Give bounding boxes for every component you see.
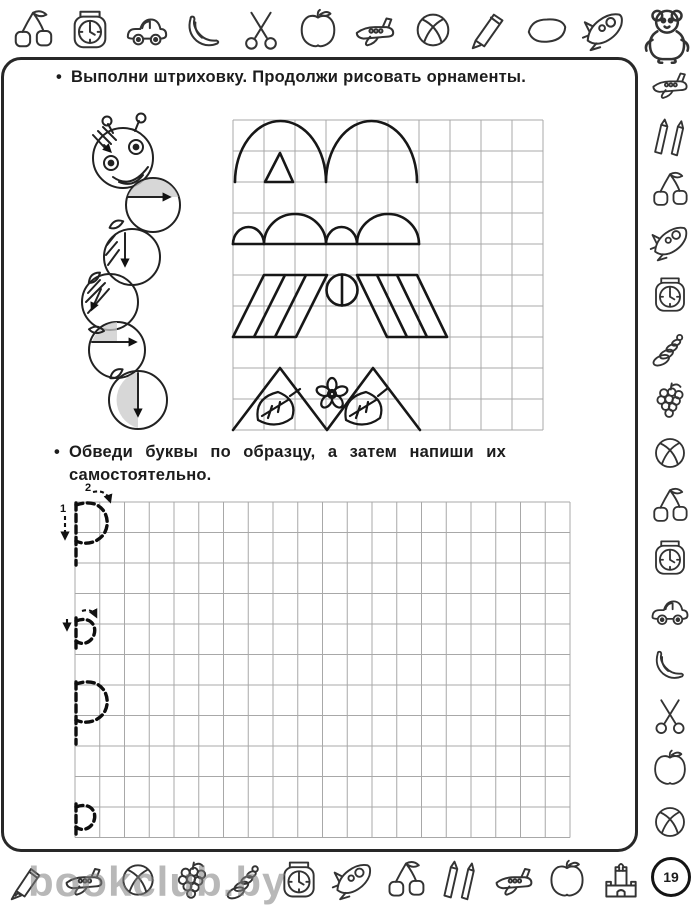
ball-icon [410,7,456,53]
alarm-clock-icon [649,274,691,316]
right-icon-border [640,58,700,848]
crayons-icon [438,858,482,902]
rocket-icon [649,221,691,263]
scissors-icon [649,695,691,737]
apple-icon [295,7,341,53]
caterpillar-figure [55,103,220,438]
toy-castle-icon [599,858,643,902]
cherries-icon [649,485,691,527]
cherries-icon [649,169,691,211]
page-number-badge: 19 [651,857,691,897]
banana-icon [181,7,227,53]
pencil-icon [467,7,513,53]
ornament-flower [315,378,348,410]
grapes-icon [649,379,691,421]
stacking-rings-icon [649,327,691,369]
scissors-icon [238,7,284,53]
toy-plane-icon [492,858,536,902]
alarm-clock-icon [649,537,691,579]
crayons-icon [649,116,691,158]
stroke-number-2: 2 [85,482,92,494]
task2-text-line2: самостоятельно. [68,466,212,484]
task1-text: Выполни штриховку. Продолжи рисовать орнаменты. [70,68,526,86]
apple-icon [545,858,589,902]
trace-letter-lower-1 [67,610,96,652]
task2-text-line1: Обведи буквы по образцу, а затем напиши их [68,443,506,461]
trace-letter-lower-2 [76,804,95,836]
letter-practice-grid [58,478,578,848]
stroke-number-1: 1 [60,503,67,515]
letter-grid-lines [75,502,570,838]
trace-letter-upper-1 [60,482,110,565]
lemon-icon [524,7,570,53]
car-icon [649,590,691,632]
rocket-icon [581,7,627,53]
banana-icon [649,643,691,685]
task2-bullet: • [54,443,60,461]
top-icon-border [0,0,700,58]
task1-bullet: • [56,68,62,86]
cherries-icon [384,858,428,902]
alarm-clock-icon [67,7,113,53]
cherries-icon [10,7,56,53]
toy-plane-icon [649,63,691,105]
ball-icon [649,432,691,474]
car-icon [124,7,170,53]
toy-plane-icon [352,7,398,53]
rocket-icon [331,858,375,902]
watermark: bookclub.by [28,858,287,905]
apple-icon [649,748,691,790]
ornament-grid-figure [228,108,548,438]
task1-instruction [56,66,526,89]
trace-letter-upper-2 [76,682,107,744]
teddy-bear-icon [638,0,696,64]
ball-icon [649,801,691,843]
